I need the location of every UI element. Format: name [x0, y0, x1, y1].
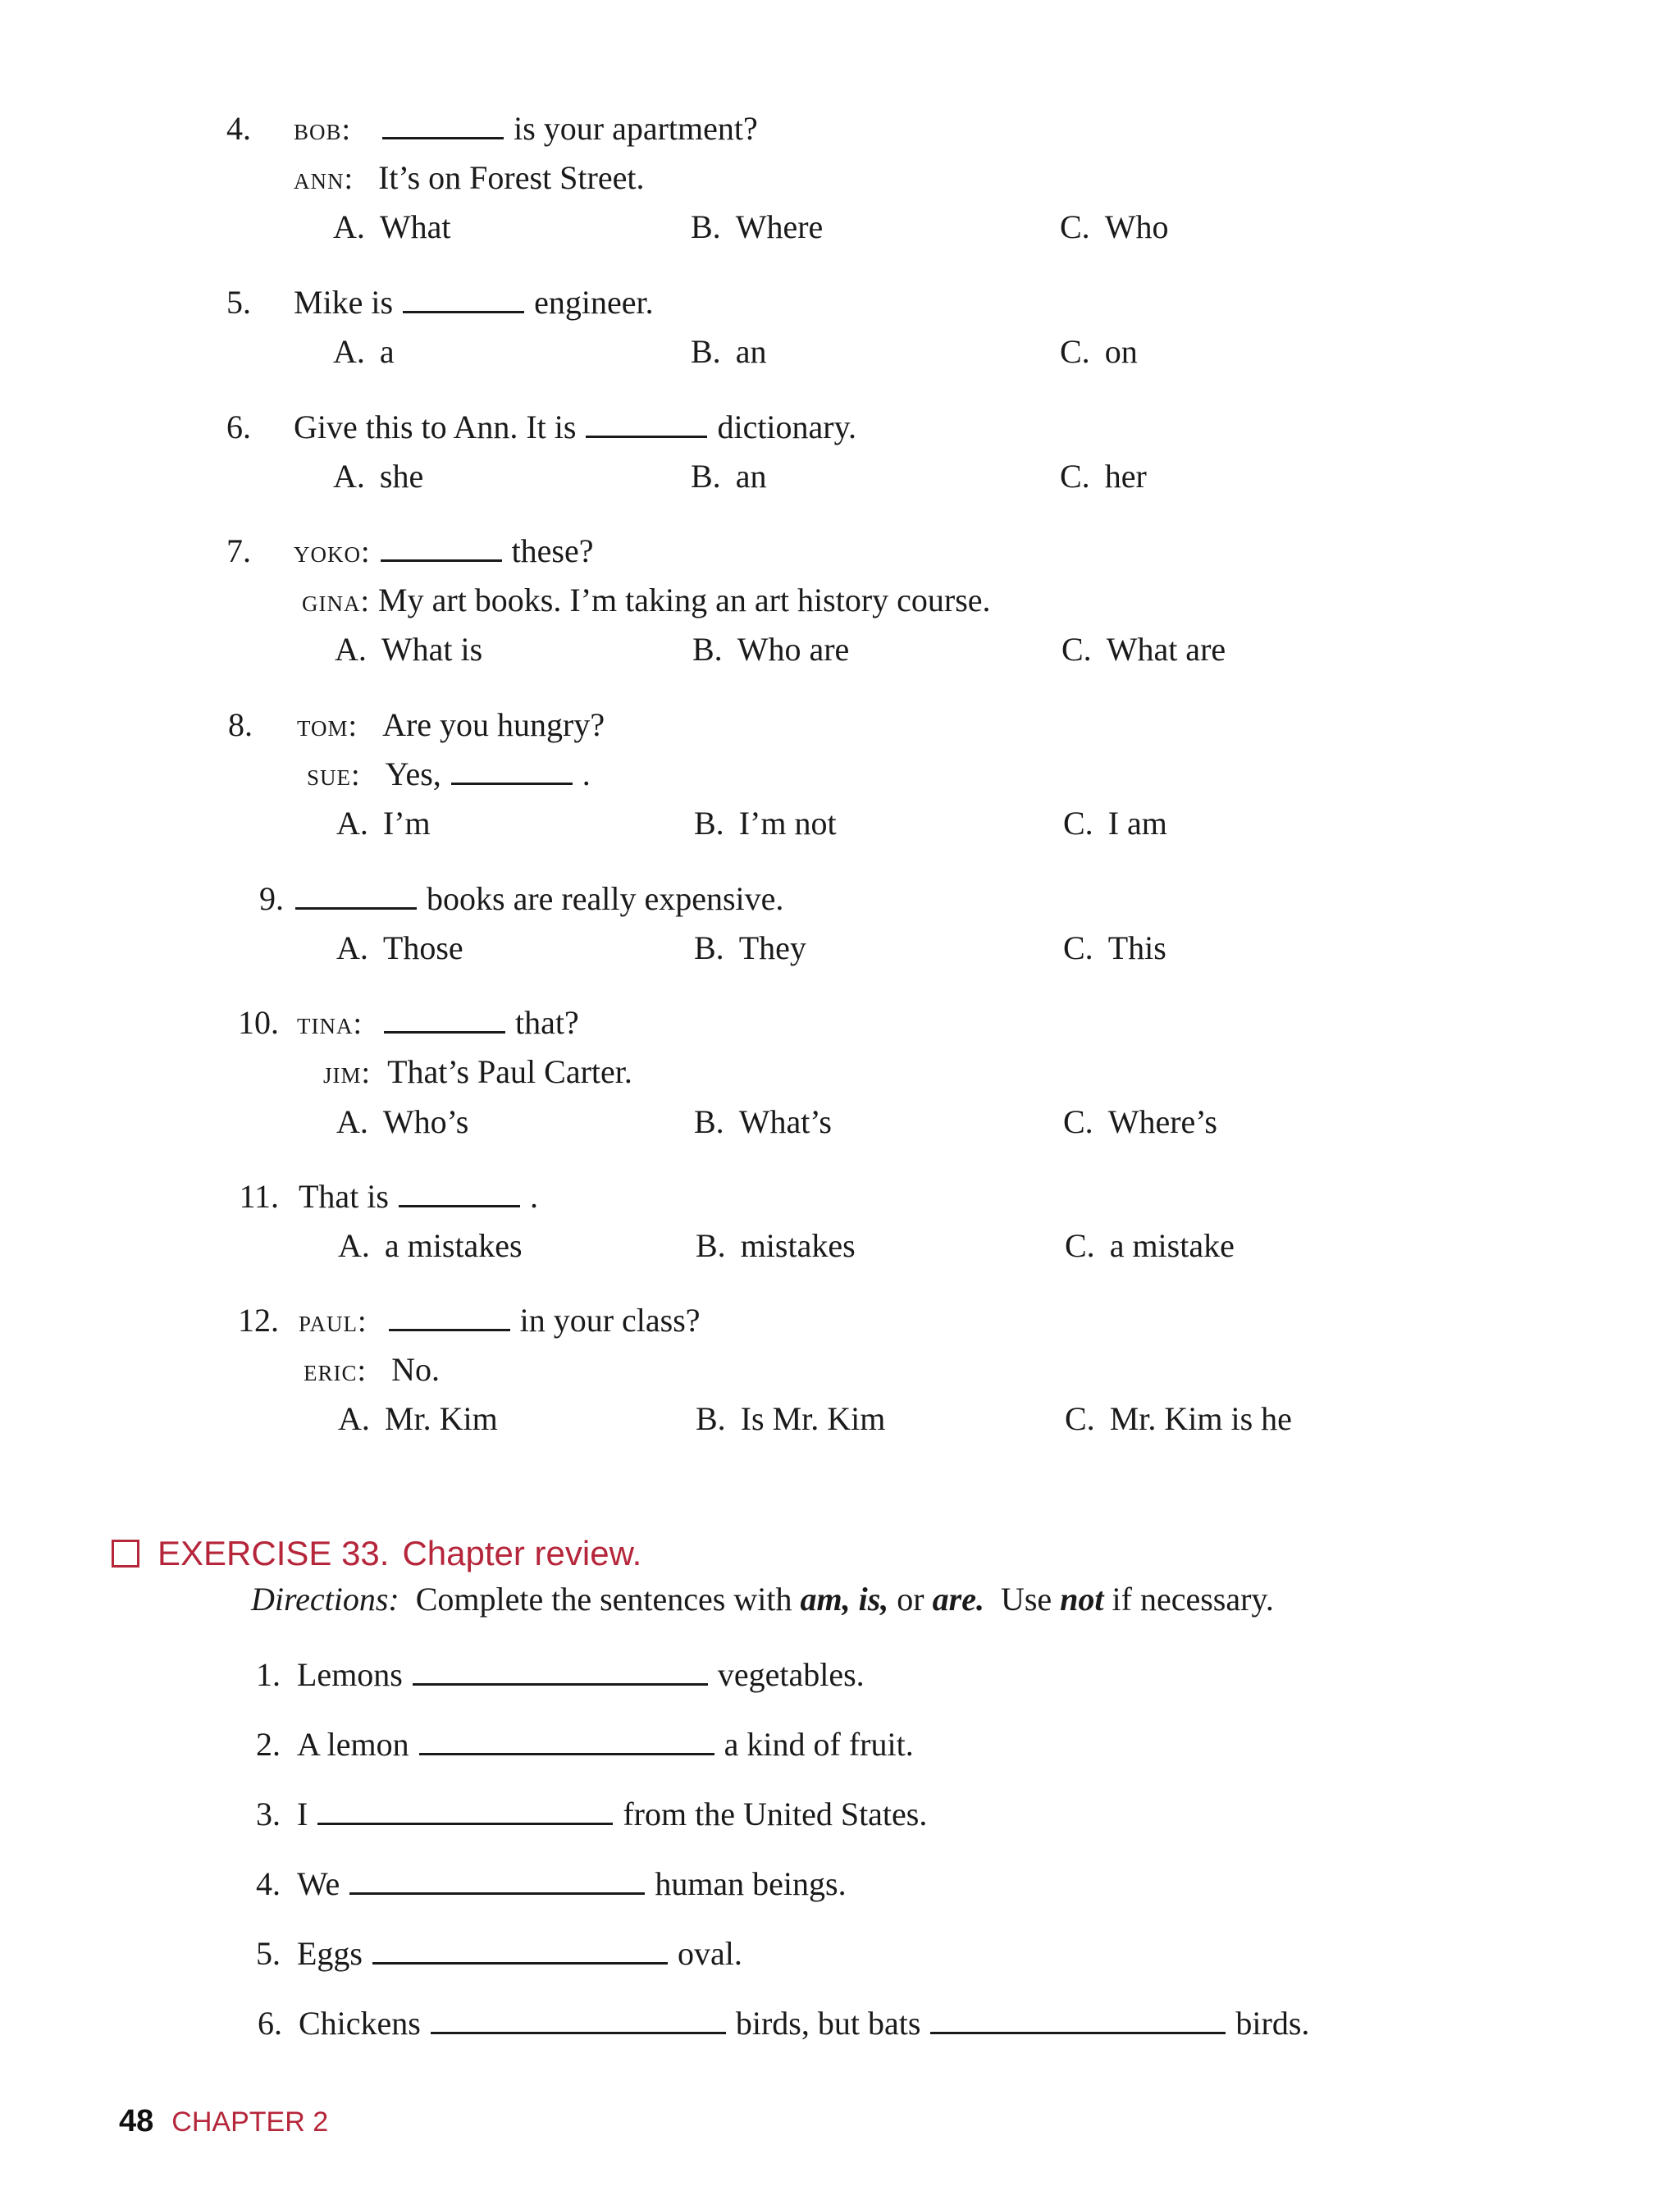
- response-text: It’s on Forest Street.: [378, 159, 645, 196]
- answer-blank[interactable]: [349, 1864, 645, 1895]
- answer-blank[interactable]: [431, 2004, 726, 2034]
- prompt-text: Give this to Ann. It is: [294, 408, 577, 445]
- option-c[interactable]: C. her: [1060, 458, 1147, 495]
- option-c[interactable]: C. This: [1063, 929, 1166, 966]
- option-a[interactable]: A. a: [333, 333, 395, 370]
- option-c[interactable]: C. Where’s: [1063, 1103, 1217, 1140]
- option-a[interactable]: A. Who’s: [336, 1103, 469, 1140]
- prompt-text: Are you hungry?: [382, 706, 605, 743]
- exercise-label: EXERCISE 33.: [158, 1534, 390, 1572]
- option-b[interactable]: B. I’m not: [694, 805, 837, 842]
- answer-blank[interactable]: [413, 1655, 708, 1686]
- exercise-header: [112, 1534, 641, 1573]
- answer-blank[interactable]: [317, 1795, 613, 1825]
- response-text: Yes,: [385, 755, 441, 792]
- answer-blank[interactable]: [586, 408, 707, 438]
- question-number: 6.: [226, 408, 251, 445]
- sentence-1: 1. Lemons vegetables.: [256, 1656, 865, 1693]
- option-c[interactable]: C. on: [1060, 333, 1138, 370]
- prompt-text: in your class?: [519, 1302, 701, 1339]
- keyword-am: am,: [800, 1581, 851, 1618]
- question-number: 7.: [226, 532, 251, 569]
- page-number: 48: [119, 2104, 154, 2138]
- answer-blank[interactable]: [382, 109, 504, 139]
- prompt-text: books are really expensive.: [427, 880, 784, 917]
- sentence-4: 4. We human beings.: [256, 1865, 847, 1902]
- response-text: My art books. I’m taking an art history course.: [378, 582, 991, 618]
- question-number: 10.: [238, 1004, 279, 1041]
- answer-blank[interactable]: [295, 879, 417, 910]
- textbook-page: 4. bob: is your apartment? ann: It’s on Forest Street. A. What B. Where C. Who 5. Mike is engineer. A. a B. an C. on 6. Give this to Ann. It is dictionary. A. she B. an C. her 7. yoko: these? gina: My art books. I’m taking an art history course. A. What is B. Who are C. What are 8. tom: Are you hungry? sue: Yes, . A. I’m B. I’m not C. I am 9. books are really expensive. A. Those B. They C. This 10. tina: that? jim: That’s Paul Carter. A. Who’s B. What’s C. Where’s 11. That is . A. a mistakes B. mistakes C. a mistake 12. paul: in your class? eric: No. A. Mr. Kim B. Is Mr. Kim C. Mr. Kim is he EXERCISE 33. Chapter review. Directions: Complete the sentences with am, is, or are. Use not if necessary. 1. Lemons vegetables. 2. A lemon a kind of fruit. 3. I from the United States. 4. We human beings. 5. Eggs oval. 6. Chickens birds, but bats birds. 48 CHAPTER 2: [0, 0, 1680, 2186]
- chapter-label: CHAPTER 2: [171, 2106, 329, 2138]
- sentence-3: 3. I from the United States.: [256, 1796, 928, 1832]
- option-a[interactable]: A. Those: [336, 929, 463, 966]
- question-number: 11.: [239, 1178, 279, 1215]
- option-c[interactable]: C. I am: [1063, 805, 1167, 842]
- answer-blank[interactable]: [384, 1003, 505, 1034]
- option-b[interactable]: B. an: [691, 458, 767, 495]
- answer-blank[interactable]: [399, 1177, 520, 1207]
- prompt-text: Mike is: [294, 284, 394, 321]
- prompt-text: these?: [511, 532, 594, 569]
- keyword-not: not: [1060, 1581, 1104, 1618]
- sentence-5: 5. Eggs oval.: [256, 1935, 742, 1972]
- speaker-label: bob:: [294, 112, 352, 147]
- option-a[interactable]: A. What is: [335, 631, 483, 668]
- option-b[interactable]: B. Is Mr. Kim: [696, 1400, 886, 1437]
- sentence-2: 2. A lemon a kind of fruit.: [256, 1726, 914, 1763]
- answer-blank[interactable]: [381, 532, 502, 562]
- page-footer: [119, 2104, 328, 2139]
- response-text: No.: [391, 1351, 440, 1388]
- speaker-label: jim:: [323, 1056, 372, 1090]
- option-b[interactable]: B. Who are: [692, 631, 850, 668]
- exercise-directions: Directions: Complete the sentences with am, is, or are. Use not if necessary.: [251, 1581, 1274, 1618]
- option-b[interactable]: B. They: [694, 929, 806, 966]
- exercise-checkbox[interactable]: [112, 1540, 139, 1568]
- answer-blank[interactable]: [419, 1725, 714, 1755]
- option-a[interactable]: A. she: [333, 458, 424, 495]
- question-number: 4.: [226, 110, 251, 147]
- question-number: 12.: [238, 1302, 279, 1339]
- option-a[interactable]: A. I’m: [336, 805, 431, 842]
- sentence-6: 6. Chickens birds, but bats birds.: [258, 2005, 1310, 2042]
- prompt-text: That is: [299, 1178, 389, 1215]
- speaker-label: gina:: [302, 584, 371, 618]
- prompt-text: engineer.: [534, 284, 654, 321]
- speaker-label: sue:: [307, 758, 361, 792]
- option-b[interactable]: B. Where: [691, 208, 824, 245]
- option-c[interactable]: C. Who: [1060, 208, 1169, 245]
- keyword-are: are.: [932, 1581, 984, 1618]
- speaker-label: tom:: [297, 709, 358, 743]
- option-c[interactable]: C. a mistake: [1065, 1227, 1235, 1264]
- option-a[interactable]: A. What: [333, 208, 451, 245]
- prompt-text: dictionary.: [717, 408, 857, 445]
- directions-label: Directions:: [251, 1581, 399, 1618]
- answer-blank[interactable]: [451, 755, 573, 785]
- question-number: 5.: [226, 284, 251, 321]
- option-a[interactable]: A. Mr. Kim: [338, 1400, 498, 1437]
- option-b[interactable]: B. mistakes: [696, 1227, 856, 1264]
- prompt-text: that?: [515, 1004, 579, 1041]
- speaker-label: yoko:: [294, 535, 371, 569]
- prompt-text: is your apartment?: [514, 110, 758, 147]
- response-text: That’s Paul Carter.: [387, 1053, 632, 1090]
- speaker-label: eric:: [304, 1353, 368, 1388]
- option-b[interactable]: B. an: [691, 333, 767, 370]
- speaker-label: ann:: [294, 162, 354, 196]
- speaker-label: paul:: [299, 1304, 368, 1339]
- option-c[interactable]: C. Mr. Kim is he: [1065, 1400, 1292, 1437]
- question-number: 9.: [259, 880, 284, 917]
- answer-blank[interactable]: [930, 2004, 1226, 2034]
- option-a[interactable]: A. a mistakes: [338, 1227, 523, 1264]
- speaker-label: tina:: [297, 1006, 363, 1041]
- keyword-is: is,: [858, 1581, 889, 1618]
- question-number: 8.: [228, 706, 253, 743]
- answer-blank[interactable]: [372, 1934, 668, 1965]
- exercise-title: Chapter review.: [402, 1534, 642, 1572]
- option-c[interactable]: C. What are: [1061, 631, 1226, 668]
- answer-blank[interactable]: [389, 1301, 510, 1331]
- answer-blank[interactable]: [403, 283, 524, 313]
- option-b[interactable]: B. What’s: [694, 1103, 832, 1140]
